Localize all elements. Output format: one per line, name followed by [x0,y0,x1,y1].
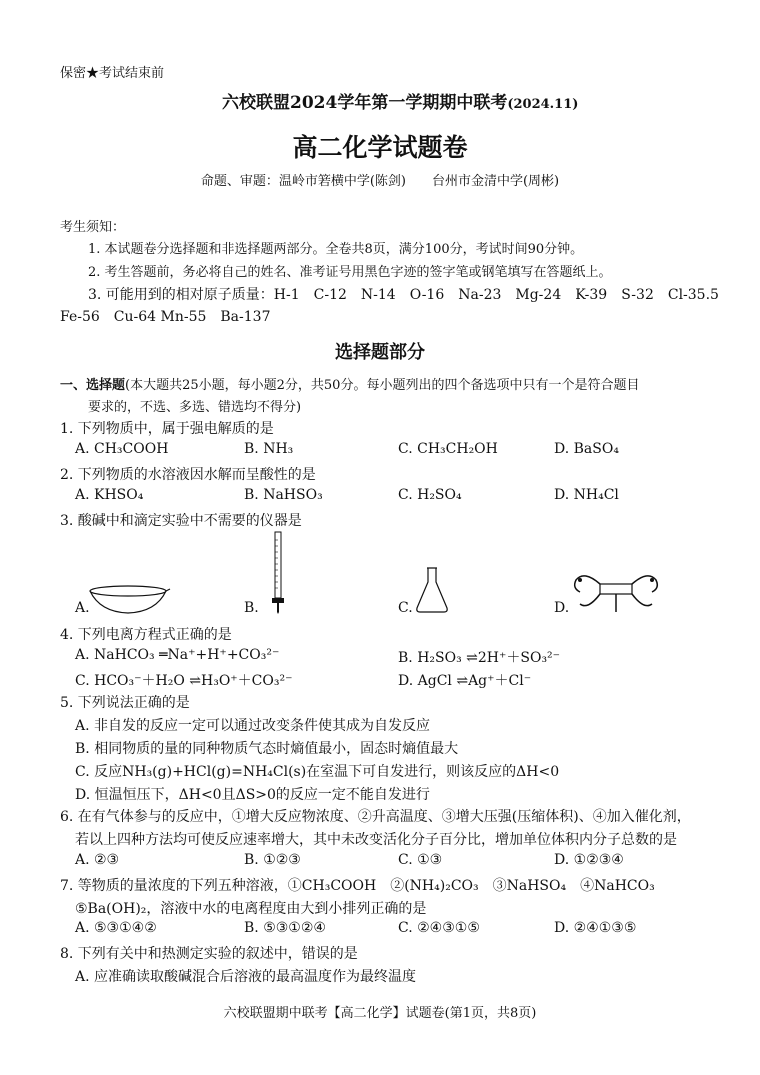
q6-option-b: B. ①②③ [244,852,301,868]
exam-date: (2024.11) [507,97,579,112]
q6-option-c: C. ①③ [398,852,443,868]
q2-option-b: B. NaHSO₃ [244,487,323,503]
q3-option-b: B. [244,600,259,616]
q1-option-b: B. NH₃ [244,441,294,457]
section-title: 选择题部分 [335,342,425,363]
q8-stem: 8. 下列有关中和热测定实验的叙述中，错误的是 [60,946,358,962]
part1-header [60,374,639,393]
notice-item-2: 2. 考生答题前，务必将自己的姓名、准考证号用黑色字迹的签字笔或钢笔填写在答题纸上。 [88,265,612,280]
burette-icon [266,530,290,616]
q3-option-d: D. [554,600,570,616]
q6-option-d: D. ①②③④ [554,852,624,868]
q5-option-d: D. 恒温恒压下，ΔH<0且ΔS>0的反应一定不能自发进行 [75,787,430,803]
evaporating-dish-icon [88,584,168,616]
q3-stem: 3. 酸碱中和滴定实验中不需要的仪器是 [60,513,302,529]
q3-option-a: A. [75,600,90,616]
q1-option-a: A. CH₃COOH [75,441,169,457]
exam-title [222,88,578,113]
authors-line: 命题、审题：温岭市箬横中学(陈剑) 台州市金清中学(周彬) [200,174,560,189]
q1-option-d: D. BaSO₄ [554,441,619,457]
q6-stem-line2: 若以上四种方法均可使反应速率增大，其中未改变活化分子百分比，增加单位体积内分子总数的是 [75,832,677,848]
q5-option-a: A. 非自发的反应一定可以通过改变条件使其成为自发反应 [75,718,431,734]
part1-label: 一、选择题 [60,378,126,393]
q5-stem: 5. 下列说法正确的是 [60,695,190,711]
q4-option-a: A. NaHCO₃ ═Na⁺+H⁺+CO₃²⁻ [75,647,280,663]
q7-option-c: C. ②④③①⑤ [398,920,480,936]
q2-option-c: C. H₂SO₄ [398,487,462,503]
burette-clamp-icon [570,566,662,616]
exam-title-text: 六校联盟2024学年第一学期期中联考 [222,93,508,113]
page-footer: 六校联盟期中联考【高二化学】试题卷(第1页，共8页) [223,1006,537,1021]
q5-option-c: C. 反应NH₃(g)+HCl(g)=NH₄Cl(s)在室温下可自发进行，则该反应的ΔH<0 [75,764,560,780]
q2-option-a: A. KHSO₄ [75,487,144,503]
notice-heading: 考生须知： [60,220,126,235]
paper-title: 高二化学试题卷 [292,133,468,162]
notice-item-3-cont: Fe-56 Cu-64 Mn-55 Ba-137 [60,309,271,325]
q5-option-b: B. 相同物质的量的同种物质气态时熵值最小，固态时熵值最大 [75,741,459,757]
q7-stem-line1: 7. 等物质的量浓度的下列五种溶液，①CH₃COOH ②(NH₄)₂CO₃ ③NaHSO₄ ④NaHCO₃ [60,878,655,894]
q7-stem-line2: ⑤Ba(OH)₂，溶液中水的电离程度由大到小排列正确的是 [75,901,427,917]
part1-desc-line2: 要求的，不选、多选、错选均不得分) [88,400,302,415]
q4-option-c: C. HCO₃⁻＋H₂O ⇌H₃O⁺＋CO₃²⁻ [75,673,293,689]
q1-option-c: C. CH₃CH₂OH [398,441,498,457]
q7-option-d: D. ②④①③⑤ [554,920,637,936]
q3-option-c: C. [398,600,413,616]
q1-stem: 1. 下列物质中，属于强电解质的是 [60,421,274,437]
q4-option-d: D. AgCl ⇌Ag⁺＋Cl⁻ [398,673,532,689]
q7-option-b: B. ⑤③①②④ [244,920,326,936]
q2-stem: 2. 下列物质的水溶液因水解而呈酸性的是 [60,467,316,483]
q6-stem-line1: 6. 在有气体参与的反应中，①增大反应物浓度、②升高温度、③增大压强(压缩体积)、④加入催化剂， [60,809,691,825]
q7-option-a: A. ⑤③①④② [75,920,157,936]
confidential-mark: 保密★考试结束前 [60,66,165,81]
notice-item-3: 3. 可能用到的相对原子质量：H-1 C-12 N-14 O-16 Na-23 Mg-24 K-39 S-32 Cl-35.5 [88,287,719,303]
q4-stem: 4. 下列电离方程式正确的是 [60,627,232,643]
notice-item-1: 1. 本试题卷分选择题和非选择题两部分。全卷共8页，满分100分，考试时间90分钟。 [88,242,584,257]
q6-option-a: A. ②③ [75,852,120,868]
q4-option-b: B. H₂SO₃ ⇌2H⁺＋SO₃²⁻ [398,650,561,666]
conical-flask-icon [414,566,450,614]
q8-option-a: A. 应准确读取酸碱混合后溶液的最高温度作为最终温度 [75,969,417,985]
part1-desc-line1: (本大题共25小题，每小题2分，共50分。每小题列出的四个备选项中只有一个是符合题目 [125,378,640,393]
q2-option-d: D. NH₄Cl [554,487,619,503]
